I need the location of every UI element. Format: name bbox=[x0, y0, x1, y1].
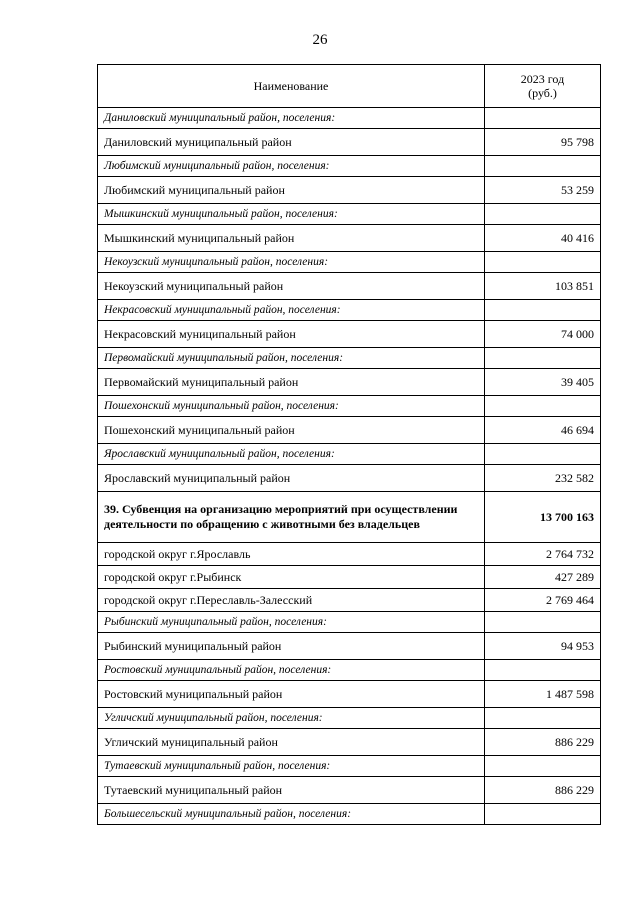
table-row bbox=[98, 321, 601, 348]
row-amount: 39 405 bbox=[485, 369, 601, 396]
settlements-subheader-row bbox=[98, 660, 601, 681]
row-name: Первомайский муниципальный район bbox=[98, 369, 485, 396]
row-name: Ярославский муниципальный район, поселения: bbox=[98, 444, 485, 465]
row-amount bbox=[485, 708, 601, 729]
column-header-unit: (руб.) bbox=[528, 86, 557, 100]
row-name: Некоузский муниципальный район, поселения: bbox=[98, 252, 485, 273]
column-header-year: 2023 год bbox=[520, 72, 565, 86]
row-name: Первомайский муниципальный район, поселения: bbox=[98, 348, 485, 369]
table-row bbox=[98, 369, 601, 396]
row-name: городской округ г.Переславль-Залесский bbox=[98, 589, 485, 612]
settlements-subheader-row bbox=[98, 396, 601, 417]
row-name: Пошехонский муниципальный район bbox=[98, 417, 485, 444]
row-name: Тутаевский муниципальный район bbox=[98, 777, 485, 804]
table-row bbox=[98, 273, 601, 300]
row-name: Тутаевский муниципальный район, поселения: bbox=[98, 756, 485, 777]
subvention-table bbox=[97, 64, 601, 825]
table-row bbox=[98, 729, 601, 756]
page-number: 26 bbox=[312, 32, 328, 48]
settlements-subheader-row bbox=[98, 204, 601, 225]
row-amount bbox=[485, 108, 601, 129]
row-name: Угличский муниципальный район, поселения: bbox=[98, 708, 485, 729]
table-row bbox=[98, 543, 601, 566]
row-amount bbox=[485, 156, 601, 177]
row-amount: 53 259 bbox=[485, 177, 601, 204]
row-name: Пошехонский муниципальный район, поселения: bbox=[98, 396, 485, 417]
column-header-name: Наименование bbox=[98, 65, 485, 108]
table-row bbox=[98, 589, 601, 612]
settlements-subheader-row bbox=[98, 804, 601, 825]
settlements-subheader-row bbox=[98, 612, 601, 633]
row-amount: 886 229 bbox=[485, 729, 601, 756]
settlements-subheader-row bbox=[98, 444, 601, 465]
row-name: Любимский муниципальный район bbox=[98, 177, 485, 204]
row-name: Угличский муниципальный район bbox=[98, 729, 485, 756]
row-amount bbox=[485, 396, 601, 417]
table-row bbox=[98, 465, 601, 492]
row-amount: 886 229 bbox=[485, 777, 601, 804]
settlements-subheader-row bbox=[98, 756, 601, 777]
section-header-row bbox=[98, 492, 601, 543]
column-header-amount bbox=[485, 65, 601, 108]
settlements-subheader-row bbox=[98, 252, 601, 273]
row-amount: 94 953 bbox=[485, 633, 601, 660]
row-amount bbox=[485, 612, 601, 633]
row-name: Мышкинский муниципальный район bbox=[98, 225, 485, 252]
table-body bbox=[98, 108, 601, 825]
table-row bbox=[98, 566, 601, 589]
row-amount bbox=[485, 348, 601, 369]
table-row bbox=[98, 417, 601, 444]
row-name: Мышкинский муниципальный район, поселения: bbox=[98, 204, 485, 225]
row-amount: 103 851 bbox=[485, 273, 601, 300]
row-name: Рыбинский муниципальный район, поселения: bbox=[98, 612, 485, 633]
settlements-subheader-row bbox=[98, 108, 601, 129]
row-name: Некрасовский муниципальный район bbox=[98, 321, 485, 348]
row-name: Некоузский муниципальный район bbox=[98, 273, 485, 300]
row-amount: 13 700 163 bbox=[485, 492, 601, 543]
row-name: городской округ г.Ярославль bbox=[98, 543, 485, 566]
row-name: Любимский муниципальный район, поселения: bbox=[98, 156, 485, 177]
row-name: Большесельский муниципальный район, поселения: bbox=[98, 804, 485, 825]
row-name: городской округ г.Рыбинск bbox=[98, 566, 485, 589]
settlements-subheader-row bbox=[98, 708, 601, 729]
table-row bbox=[98, 777, 601, 804]
table-header-row bbox=[98, 65, 601, 108]
row-name: Некрасовский муниципальный район, поселения: bbox=[98, 300, 485, 321]
table-row bbox=[98, 177, 601, 204]
row-amount bbox=[485, 204, 601, 225]
settlements-subheader-row bbox=[98, 300, 601, 321]
row-amount bbox=[485, 660, 601, 681]
settlements-subheader-row bbox=[98, 156, 601, 177]
row-amount: 2 769 464 bbox=[485, 589, 601, 612]
row-amount: 40 416 bbox=[485, 225, 601, 252]
table-row bbox=[98, 225, 601, 252]
settlements-subheader-row bbox=[98, 348, 601, 369]
row-amount bbox=[485, 252, 601, 273]
row-amount bbox=[485, 804, 601, 825]
row-amount: 232 582 bbox=[485, 465, 601, 492]
table-row bbox=[98, 129, 601, 156]
row-name: Ростовский муниципальный район, поселения: bbox=[98, 660, 485, 681]
row-amount: 427 289 bbox=[485, 566, 601, 589]
table-row bbox=[98, 681, 601, 708]
row-amount bbox=[485, 300, 601, 321]
row-name: Ярославский муниципальный район bbox=[98, 465, 485, 492]
row-amount bbox=[485, 756, 601, 777]
row-amount: 46 694 bbox=[485, 417, 601, 444]
table-row bbox=[98, 633, 601, 660]
row-name: Даниловский муниципальный район, поселения: bbox=[98, 108, 485, 129]
row-name: Ростовский муниципальный район bbox=[98, 681, 485, 708]
row-amount: 74 000 bbox=[485, 321, 601, 348]
row-amount: 1 487 598 bbox=[485, 681, 601, 708]
row-name: 39. Субвенция на организацию мероприятий при осуществлении деятельности по обращению с животными без владельцев bbox=[98, 492, 485, 543]
row-name: Рыбинский муниципальный район bbox=[98, 633, 485, 660]
row-amount: 95 798 bbox=[485, 129, 601, 156]
row-amount: 2 764 732 bbox=[485, 543, 601, 566]
row-name: Даниловский муниципальный район bbox=[98, 129, 485, 156]
row-amount bbox=[485, 444, 601, 465]
